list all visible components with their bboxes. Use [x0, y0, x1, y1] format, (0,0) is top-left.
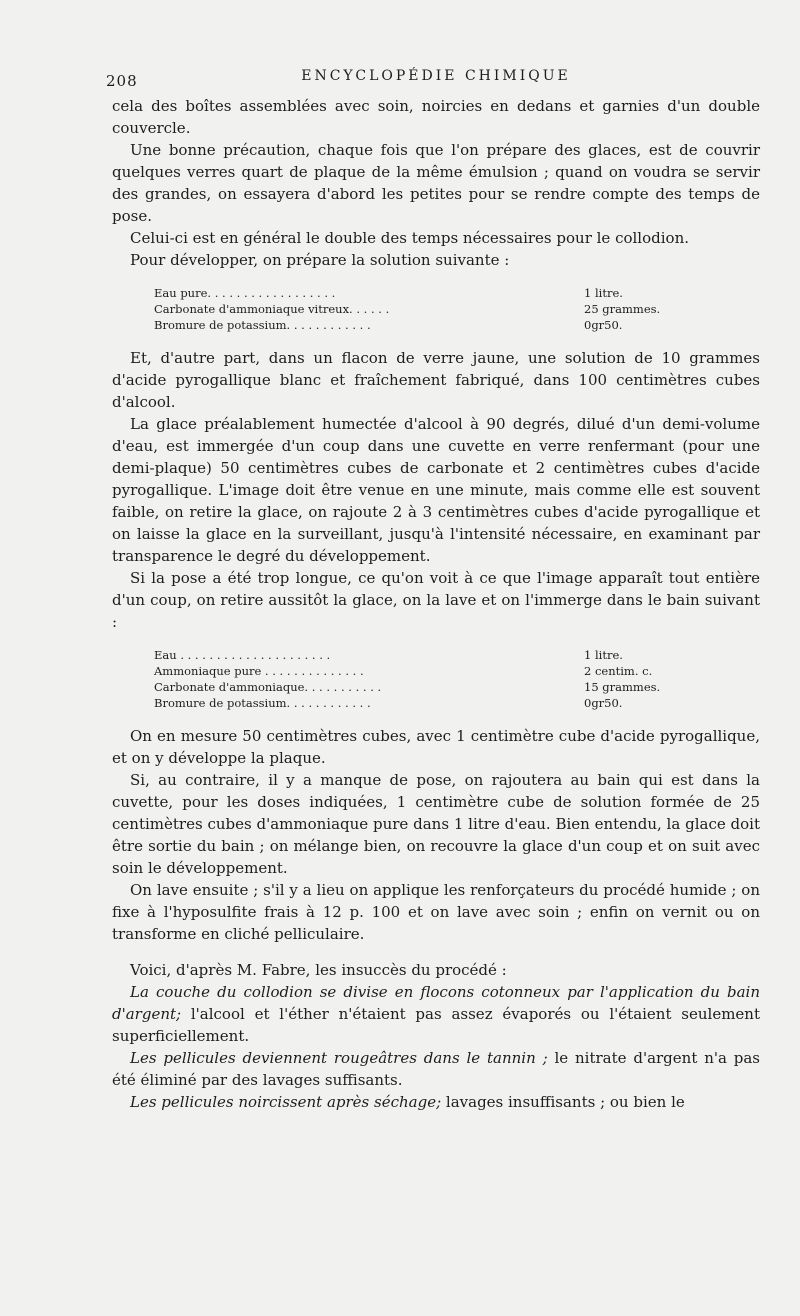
spacer: [112, 945, 760, 959]
recipe-table-1: [154, 285, 714, 333]
ingredient-amount: 2 centim. c.: [584, 664, 653, 678]
paragraph: Si la pose a été trop longue, ce qu'on voit à ce que l'image apparaît tout entière d'un coup, on retire aussitôt la glace, on la lave et on l'immerge dans le bain suivant :: [112, 569, 760, 631]
paragraph: [112, 1047, 760, 1091]
ingredient-amount: 0gr50.: [584, 696, 623, 710]
italic-lead: La couche du collodion se divise en flocons cotonneux par l'application du bain d'argent;: [112, 983, 760, 1023]
recipe-row: [154, 317, 714, 333]
paragraph: La glace préalablement humectée d'alcool à 90 degrés, dilué d'un demi-volume d'eau, est immergée d'un coup dans une cuvette en verre renfermant (pour une demi-plaque) 50 centimètres cubes de carbonate et 2 centimètres cubes d'acide pyrogallique. L'image doit être venue en une minute, mais comme elle est souvent faible, on retire la glace, on rajoute 2 à 3 centimètres cubes d'acide pyrogallique et on laisse la glace en la surveillant, jusqu'à l'intensité nécessaire, en examinant par transparence le degré du développement.: [112, 415, 760, 565]
ingredient-name: Bromure de potassium. . . . . . . . . . . .: [154, 696, 371, 710]
ingredient-name: Carbonate d'ammoniaque. . . . . . . . . . .: [154, 680, 382, 694]
ingredient-amount: 1 litre.: [584, 286, 623, 300]
running-title: ENCYCLOPÉDIE CHIMIQUE: [301, 68, 571, 84]
paragraph: Celui-ci est en général le double des temps nécessaires pour le collodion.: [130, 229, 689, 247]
paragraph-text: l'alcool et l'éther n'étaient pas assez évaporés ou l'étaient seulement superficiellement.: [112, 1005, 760, 1045]
paragraph: Une bonne précaution, chaque fois que l'on prépare des glaces, est de couvrir quelques verres quart de plaque de la même émulsion ; quand on voudra se servir des grandes, on essayera d'abord les petites pour se rendre compte des temps de pose.: [112, 141, 760, 225]
recipe-row: [154, 301, 714, 317]
paragraph: Pour développer, on prépare la solution suivante :: [130, 251, 510, 269]
paragraph-text: lavages insuffisants ; ou bien le: [441, 1093, 685, 1111]
paragraph: [112, 981, 760, 1047]
recipe-table-2: [154, 647, 714, 711]
paragraph: [112, 1091, 760, 1113]
ingredient-amount: 15 grammes.: [584, 680, 661, 694]
italic-lead: Les pellicules noircissent après séchage;: [130, 1093, 442, 1111]
paragraph: On en mesure 50 centimètres cubes, avec 1 centimètre cube d'acide pyrogallique, et on y développe la plaque.: [112, 727, 760, 767]
ingredient-amount: 25 grammes.: [584, 302, 661, 316]
ingredient-amount: 1 litre.: [584, 648, 623, 662]
italic-lead: Les pellicules deviennent rougeâtres dans le tannin ;: [130, 1049, 548, 1067]
recipe-row: [154, 695, 714, 711]
ingredient-name: Eau pure. . . . . . . . . . . . . . . . . .: [154, 286, 336, 300]
paragraph: Si, au contraire, il y a manque de pose, on rajoutera au bain qui est dans la cuvette, pour les doses indiquées, 1 centimètre cube de solution formée de 25 centimètres cubes d'ammoniaque pure dans 1 litre d'eau. Bien entendu, la glace doit être sortie du bain ; on mélange bien, on recouvre la glace d'un coup et on suit avec soin le développement.: [112, 771, 760, 877]
paragraph-text: le nitrate d'argent n'a pas été éliminé par des lavages suffisants.: [112, 1049, 760, 1089]
page-body: [112, 95, 760, 1113]
paragraph: Voici, d'après M. Fabre, les insuccès du procédé :: [130, 961, 507, 979]
page-header: [106, 58, 760, 90]
ingredient-name: Eau . . . . . . . . . . . . . . . . . . . . .: [154, 648, 331, 662]
recipe-row: [154, 647, 714, 663]
page-number: 208: [106, 72, 138, 90]
paragraph: Et, d'autre part, dans un flacon de verre jaune, une solution de 10 grammes d'acide pyrogallique blanc et fraîchement fabriqué, dans 100 centimètres cubes d'alcool.: [112, 349, 760, 411]
recipe-row: [154, 285, 714, 301]
paragraph: cela des boîtes assemblées avec soin, noircies en dedans et garnies d'un double couvercle.: [112, 97, 760, 137]
recipe-row: [154, 679, 714, 695]
ingredient-name: Ammoniaque pure . . . . . . . . . . . . . .: [154, 664, 364, 678]
paragraph: On lave ensuite ; s'il y a lieu on applique les renforçateurs du procédé humide ; on fixe à l'hyposulfite frais à 12 p. 100 et on lave avec soin ; enfin on vernit ou on transforme en cliché pelliculaire.: [112, 881, 760, 943]
ingredient-name: Carbonate d'ammoniaque vitreux. . . . . .: [154, 302, 390, 316]
recipe-row: [154, 663, 714, 679]
ingredient-name: Bromure de potassium. . . . . . . . . . . .: [154, 318, 371, 332]
ingredient-amount: 0gr50.: [584, 318, 623, 332]
